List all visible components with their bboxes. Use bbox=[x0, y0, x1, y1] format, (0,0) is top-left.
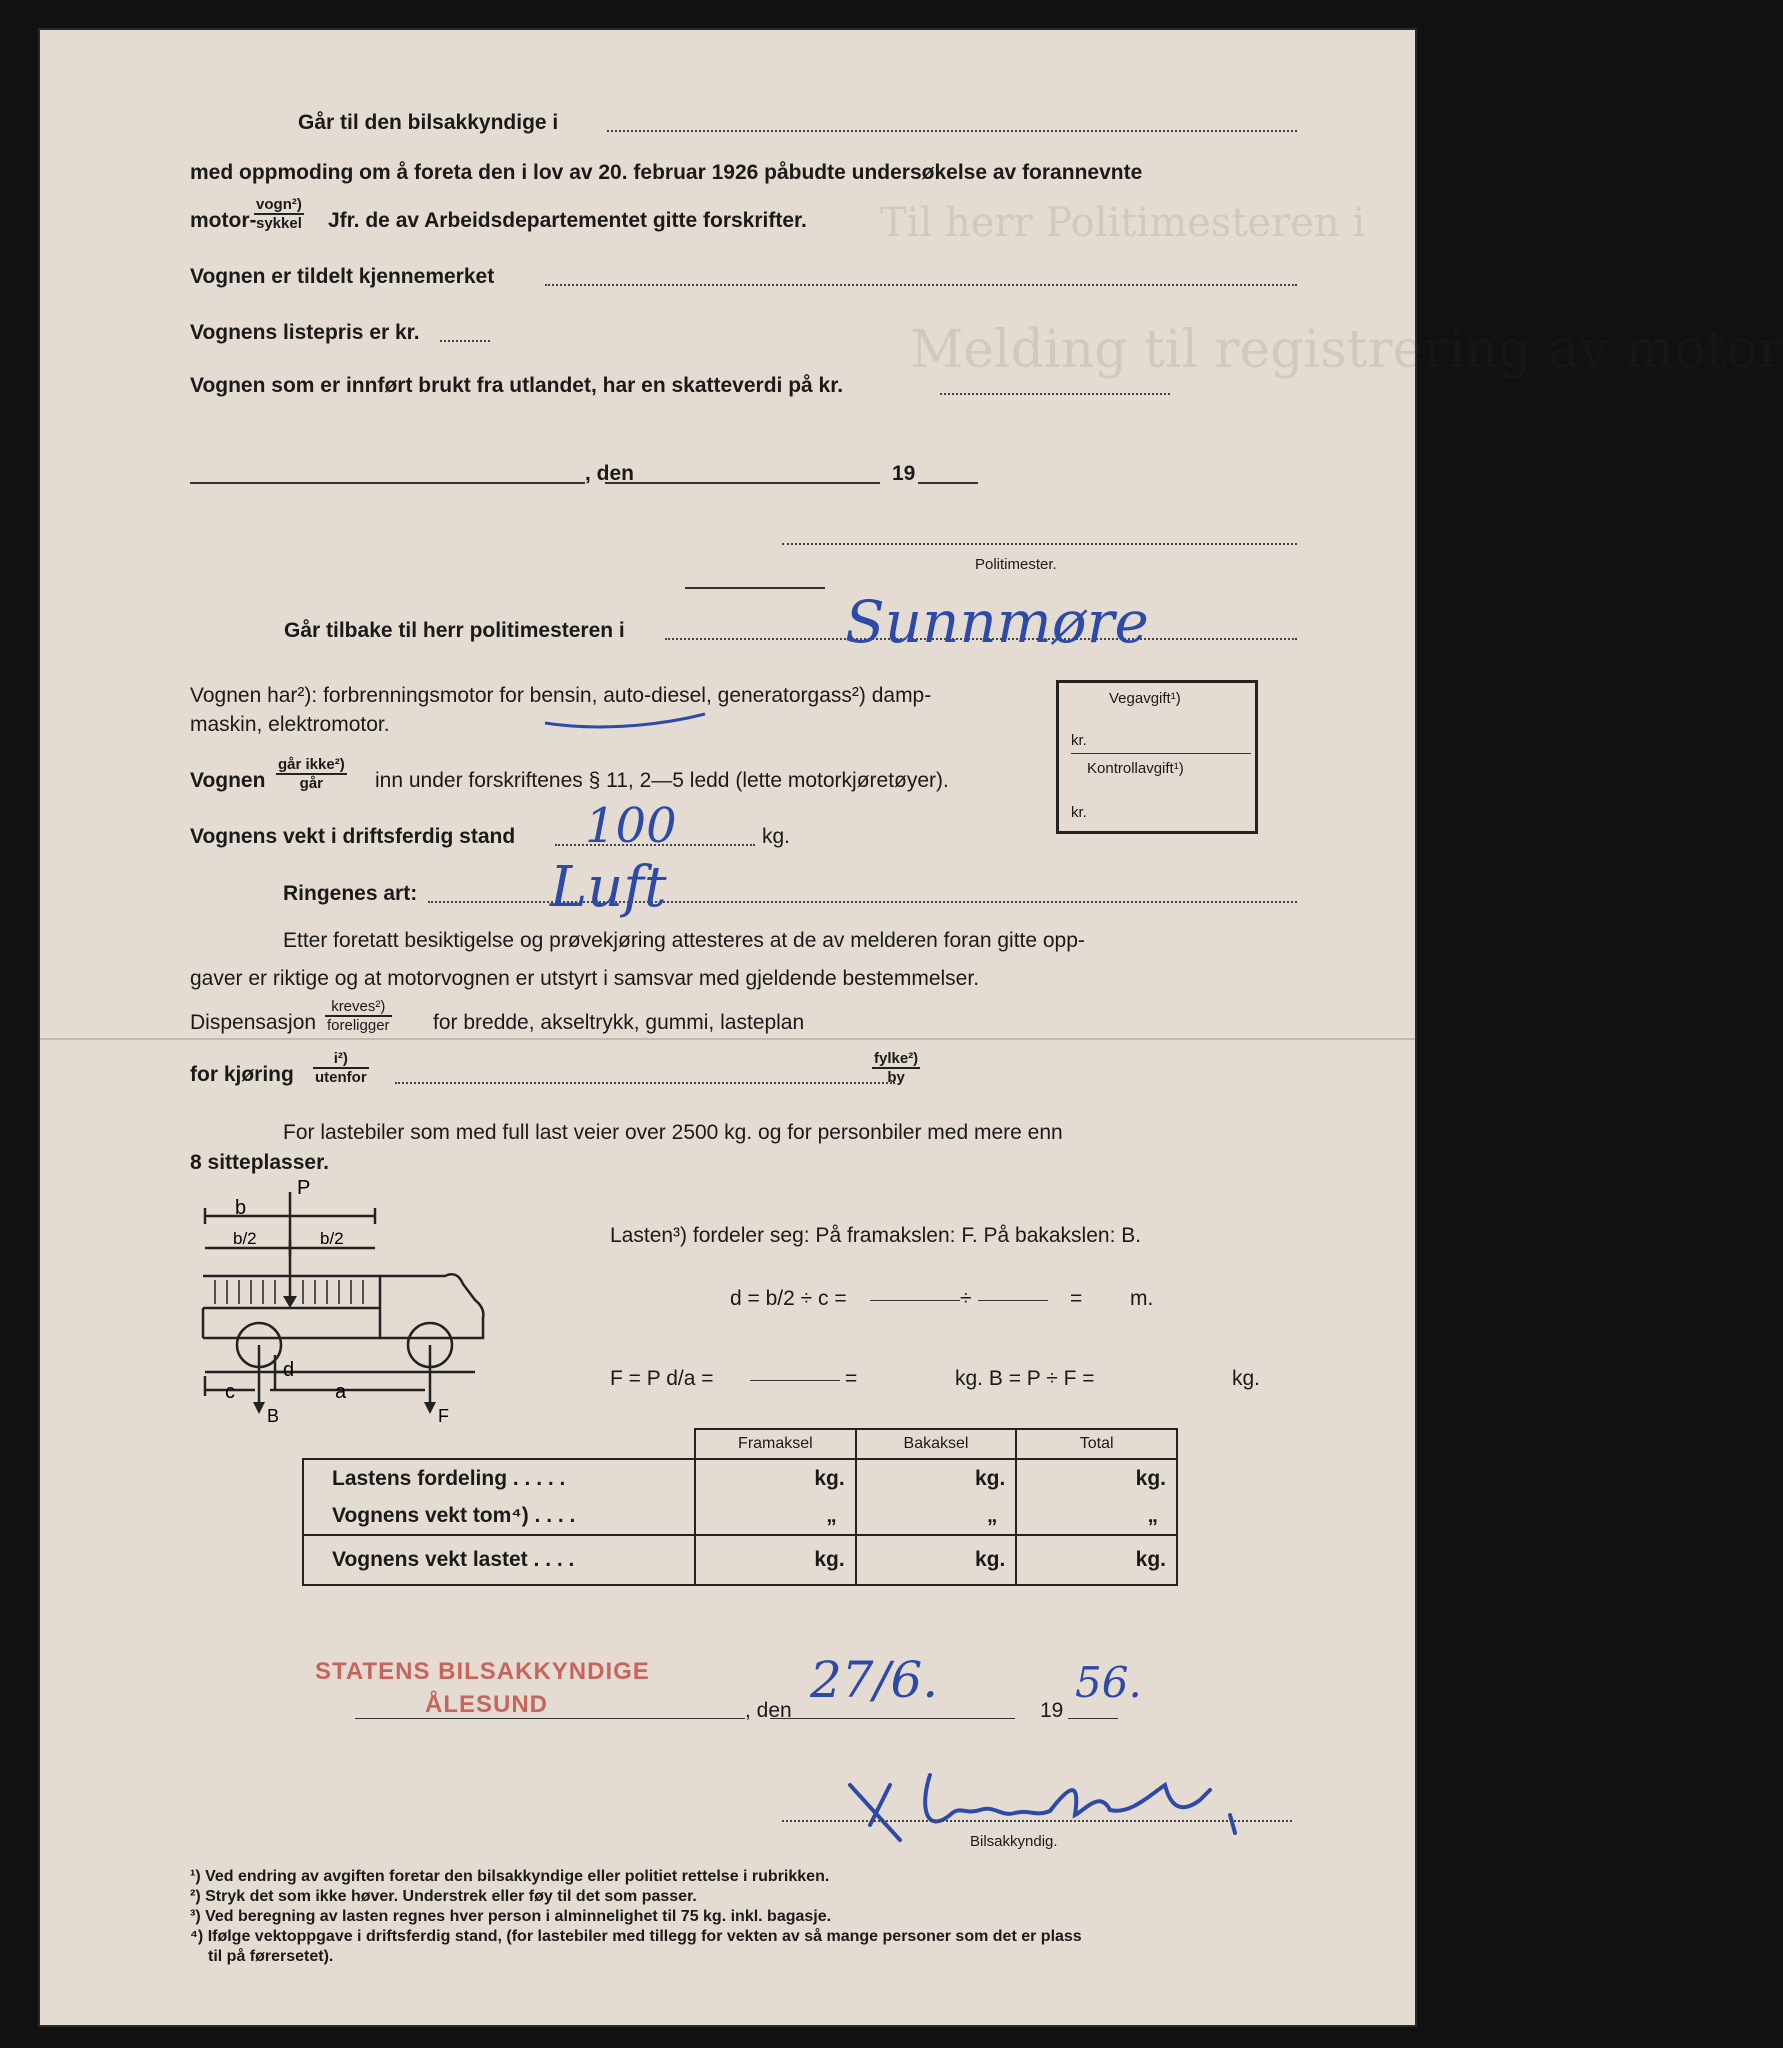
axle-diagram bbox=[195, 1177, 595, 1430]
county-den: by bbox=[887, 1069, 905, 1087]
motor-num: vogn²) bbox=[254, 196, 304, 215]
year-field[interactable] bbox=[918, 482, 978, 484]
county-num: fylke²) bbox=[872, 1050, 920, 1069]
light-vehicle-prefix: Vognen bbox=[190, 769, 266, 792]
dispensation-suffix: for bredde, akseltrykk, gummi, lasteplan bbox=[433, 1011, 805, 1034]
attest-line-2: gaver er riktige og at motorvognen er utstyrt i samsvar med gjeldende bestemmelser. bbox=[190, 967, 980, 990]
footnote-4: ⁴) Ifølge vektoppgave i driftsferdig stand, (for lastebiler med tillegg for vekten av så mange personer som det er plass bbox=[190, 1928, 1082, 1945]
plate-field[interactable] bbox=[545, 284, 1297, 286]
driving-prefix: for kjøring bbox=[190, 1063, 294, 1086]
signed-den: , den bbox=[745, 1699, 792, 1722]
diagram-label-a: a bbox=[335, 1381, 347, 1403]
disp-num: kreves²) bbox=[325, 998, 392, 1017]
light-den: går bbox=[299, 775, 324, 793]
signed-19: 19 bbox=[1040, 1699, 1064, 1722]
table-row: Vognens vekt tom⁴) . . . . „ „ „ bbox=[303, 1497, 1177, 1535]
tires-label: Ringenes art: bbox=[283, 882, 418, 905]
fold-line bbox=[40, 1038, 1415, 1040]
import-value-label: Vognen som er innført brukt fra utlandet, har en skatteverdi på kr. bbox=[190, 374, 844, 397]
date-field[interactable] bbox=[605, 482, 880, 484]
dispensation-prefix: Dispensasjon bbox=[190, 1011, 317, 1034]
stamp-line-1: STATENS BILSAKKYNDIGE bbox=[315, 1658, 650, 1685]
load-table bbox=[302, 1428, 1178, 1586]
row-label: Lastens fordeling bbox=[332, 1466, 508, 1490]
driving-num: i²) bbox=[313, 1050, 369, 1069]
diagram-label-F: F bbox=[438, 1406, 449, 1426]
diagram-label-P: P bbox=[297, 1177, 311, 1199]
cell[interactable]: kg. bbox=[856, 1535, 1017, 1585]
formula-d-div: ÷ bbox=[960, 1287, 972, 1310]
row-label: Vognens vekt lastet bbox=[332, 1548, 528, 1571]
dispensation-fraction bbox=[325, 998, 392, 1035]
fee-box bbox=[1056, 680, 1258, 834]
motor-suffix: Jfr. de av Arbeidsdepartementet gitte forskrifter. bbox=[328, 209, 807, 232]
bilsakkyndig-label: Bilsakkyndig. bbox=[970, 1833, 1058, 1850]
formula-b-unit: kg. bbox=[1232, 1367, 1261, 1390]
politimester-label: Politimester. bbox=[975, 556, 1057, 573]
motor-fraction bbox=[254, 196, 304, 233]
diagram-label-b2-left: b/2 bbox=[233, 1229, 257, 1248]
driving-fraction bbox=[313, 1050, 369, 1087]
formula-f-field[interactable] bbox=[750, 1380, 840, 1381]
cell[interactable]: „ bbox=[1016, 1497, 1177, 1535]
cell[interactable]: kg. bbox=[856, 1459, 1017, 1497]
place-field[interactable] bbox=[190, 482, 585, 484]
engine-line-1: Vognen har²): forbrenningsmotor for bensin, auto-diesel, generatorgass²) damp- bbox=[190, 684, 932, 707]
assigned-plate-label: Vognen er tildelt kjennemerket bbox=[190, 265, 495, 288]
diagram-label-B: B bbox=[267, 1406, 280, 1426]
diagram-label-d: d bbox=[283, 1359, 295, 1381]
import-value-field[interactable] bbox=[940, 393, 1170, 395]
list-price-label: Vognens listepris er kr. bbox=[190, 321, 420, 344]
header-total: Total bbox=[1016, 1429, 1177, 1459]
formula-f-unit: kg. B = P ÷ F = bbox=[955, 1367, 1095, 1390]
light-num: går ikke²) bbox=[276, 756, 347, 775]
weight-label: Vognens vekt i driftsferdig stand bbox=[190, 825, 516, 848]
list-price-field[interactable] bbox=[440, 340, 490, 342]
politimester-signature-field[interactable] bbox=[782, 543, 1297, 545]
formula-f-eq: = bbox=[845, 1367, 858, 1390]
attest-line-1: Etter foretatt besiktigelse og prøvekjøring attesteres at de av melderen foran gitte opp- bbox=[283, 929, 1085, 952]
goes-to-label: Går til den bilsakkyndige i bbox=[298, 111, 559, 134]
divider-line bbox=[685, 587, 825, 589]
road-fee-field[interactable] bbox=[1071, 753, 1251, 754]
cell[interactable]: kg. bbox=[695, 1535, 856, 1585]
handwritten-weight: 100 bbox=[585, 798, 677, 854]
table-row: Lastens fordeling . . . . . kg. kg. kg. bbox=[303, 1459, 1177, 1497]
control-fee-kr: kr. bbox=[1071, 804, 1087, 821]
table-row: Vognens vekt lastet . . . . kg. kg. kg. bbox=[303, 1535, 1177, 1585]
load-distribution-text: Lasten³) fordeler seg: På framakslen: F. På bakakslen: B. bbox=[610, 1224, 1142, 1247]
cell[interactable]: kg. bbox=[695, 1459, 856, 1497]
cell[interactable]: „ bbox=[856, 1497, 1017, 1535]
cell[interactable]: kg. bbox=[1016, 1459, 1177, 1497]
request-text: med oppmoding om å foreta den i lov av 20. februar 1926 påbudte undersøkelse av forannevnte bbox=[190, 161, 1143, 184]
header-front-axle: Framaksel bbox=[695, 1429, 856, 1459]
goes-to-field[interactable] bbox=[607, 130, 1297, 132]
footnote-2: ²) Stryk det som ikke høver. Understrek eller føy til det som passer. bbox=[190, 1888, 697, 1905]
formula-d: d = b/2 ÷ c = bbox=[730, 1287, 847, 1310]
formula-d-field-1[interactable] bbox=[870, 1300, 960, 1301]
signed-place-field[interactable] bbox=[355, 1718, 745, 1719]
formula-d-unit: m. bbox=[1130, 1287, 1154, 1310]
motor-den: sykkel bbox=[256, 215, 302, 233]
road-fee-kr: kr. bbox=[1071, 732, 1087, 749]
engine-line-2: maskin, elektromotor. bbox=[190, 713, 390, 736]
light-vehicle-suffix: inn under forskriftenes § 11, 2—5 ledd (lette motorkjøretøyer). bbox=[375, 769, 949, 792]
trucks-line-1: For lastebiler som med full last veier over 2500 kg. og for personbiler med mere enn bbox=[283, 1121, 1063, 1144]
row-label: Vognens vekt tom⁴) bbox=[332, 1503, 529, 1527]
motor-prefix: motor- bbox=[190, 209, 257, 232]
bleed-through-title: Melding til registrering av motor bbox=[910, 320, 1783, 380]
diagram-label-b: b bbox=[235, 1197, 247, 1219]
formula-d-eq: = bbox=[1070, 1287, 1083, 1310]
light-vehicle-fraction bbox=[276, 756, 347, 793]
weight-unit: kg. bbox=[762, 825, 791, 848]
footnote-1: ¹) Ved endring av avgiften foretar den bilsakkyndige eller politiet rettelse i rubrikken. bbox=[190, 1868, 830, 1885]
county-fraction bbox=[872, 1050, 920, 1087]
signed-date-field[interactable] bbox=[770, 1718, 1015, 1719]
header-rear-axle: Bakaksel bbox=[856, 1429, 1017, 1459]
trucks-line-2: 8 sitteplasser. bbox=[190, 1151, 329, 1174]
control-fee-title: Kontrollavgift¹) bbox=[1087, 760, 1184, 777]
bleed-through-text: Til herr Politimesteren i bbox=[880, 200, 1366, 246]
returns-to-label: Går tilbake til herr politimesteren i bbox=[284, 619, 625, 642]
road-fee-title: Vegavgift¹) bbox=[1109, 690, 1181, 707]
handwritten-district: Sunnmøre bbox=[845, 588, 1149, 656]
footnote-3: ³) Ved beregning av lasten regnes hver person i alminnelighet til 75 kg. inkl. bagasje. bbox=[190, 1908, 832, 1925]
cell[interactable]: kg. bbox=[1016, 1535, 1177, 1585]
date-19: 19 bbox=[892, 462, 916, 485]
table-header-row bbox=[303, 1429, 1177, 1459]
driving-den: utenfor bbox=[315, 1069, 367, 1087]
disp-den: foreligger bbox=[327, 1017, 390, 1035]
handwritten-date: 27/6. bbox=[810, 1651, 939, 1709]
formula-d-field-2[interactable] bbox=[978, 1300, 1048, 1301]
formula-f: F = P d/a = bbox=[610, 1367, 714, 1390]
cell[interactable]: „ bbox=[695, 1497, 856, 1535]
date-den: , den bbox=[585, 462, 635, 485]
footnote-4-cont: til på førersetet). bbox=[208, 1948, 334, 1965]
driving-field[interactable] bbox=[395, 1082, 895, 1084]
diagram-label-b2-right: b/2 bbox=[320, 1229, 344, 1248]
diagram-label-c: c bbox=[225, 1381, 235, 1403]
signed-year-field[interactable] bbox=[1068, 1718, 1118, 1719]
handwritten-tires: Luft bbox=[550, 855, 667, 920]
inspector-signature-field[interactable] bbox=[782, 1820, 1292, 1822]
stamp-line-2: ÅLESUND bbox=[425, 1691, 549, 1718]
form-page bbox=[40, 30, 1783, 2025]
engine-underline-mark bbox=[540, 708, 710, 730]
handwritten-year: 56. bbox=[1075, 1658, 1142, 1707]
